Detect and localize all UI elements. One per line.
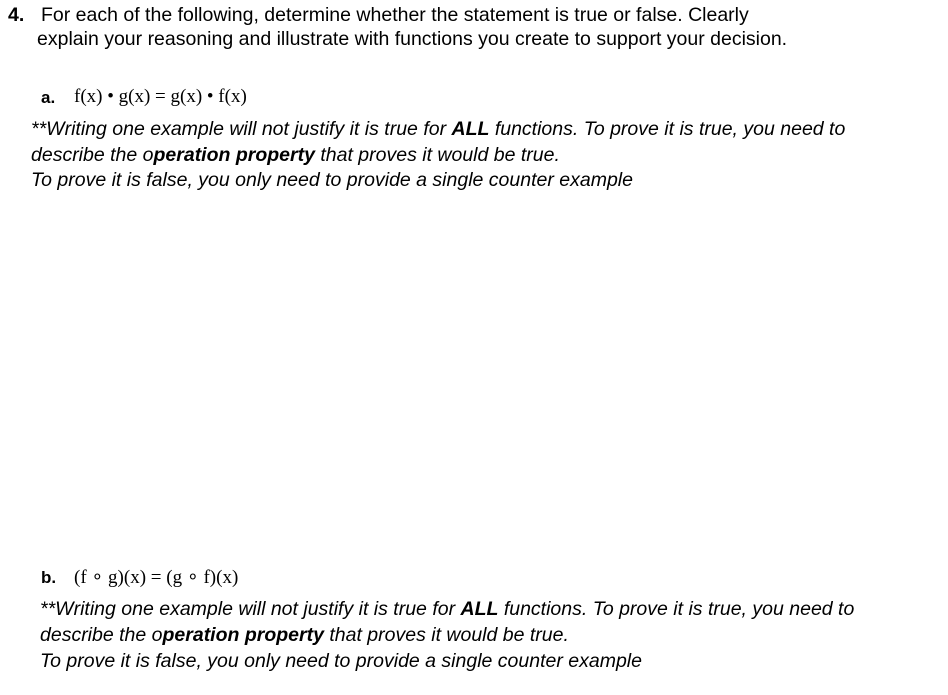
part-b-label: b. xyxy=(41,568,57,587)
part-a-note-line-3: To prove it is false, you only need to provide a single counter example xyxy=(31,169,633,191)
part-a-label: a. xyxy=(41,88,56,107)
part-b-note-line-1: **Writing one example will not justify it is true for ALL functions. To prove it is true, you need to xyxy=(40,598,855,620)
part-b-expression: (f ∘ g)(x) = (g ∘ f)(x) xyxy=(74,567,239,588)
part-b-note-line-2: describe the operation property that proves it would be true. xyxy=(40,624,569,646)
part-a-note-line-1: **Writing one example will not justify it is true for ALL functions. To prove it is true, you need to xyxy=(31,118,846,140)
question-number: 4. xyxy=(8,4,25,26)
question-prompt-line-1: For each of the following, determine whether the statement is true or false. Clearly xyxy=(41,4,749,26)
question-prompt-line-2: explain your reasoning and illustrate with functions you create to support your decision. xyxy=(37,28,788,50)
part-a-expression: f(x) • g(x) = g(x) • f(x) xyxy=(74,86,247,107)
part-b-note-line-3: To prove it is false, you only need to provide a single counter example xyxy=(40,650,642,672)
part-a-note-line-2: describe the operation property that proves it would be true. xyxy=(31,144,560,166)
